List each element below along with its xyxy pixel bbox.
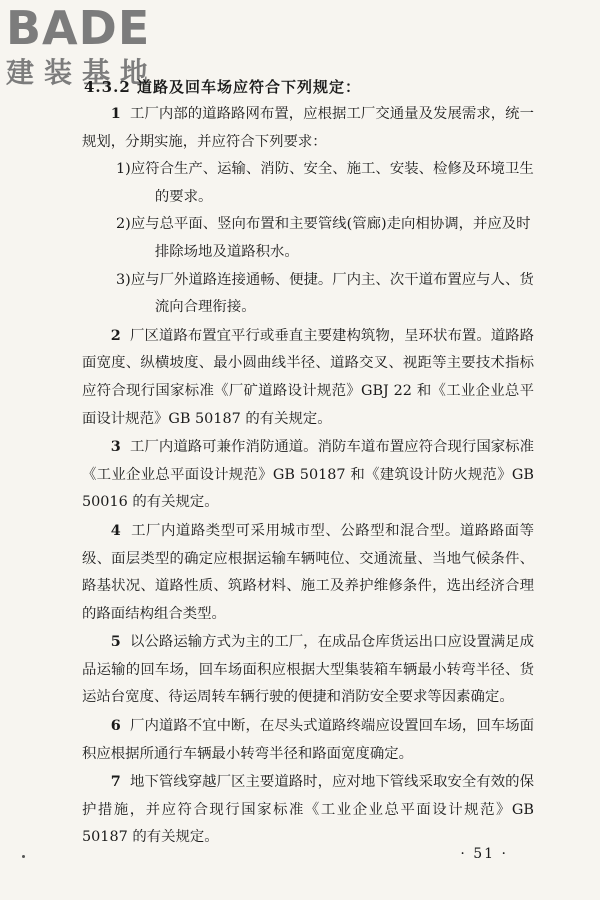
clause-number: 4	[110, 521, 121, 539]
watermark-brand: BADE	[6, 1, 151, 55]
clause-5	[82, 628, 534, 712]
sub-item-label: 1)	[116, 161, 131, 178]
sub-item-label: 2)	[116, 216, 131, 233]
sub-item-text: 应符合生产、运输、消防、安全、施工、安装、检修及环境卫生的要求。	[130, 161, 534, 205]
clause-1	[82, 100, 534, 156]
scan-speck	[22, 855, 25, 858]
clause-6	[82, 712, 534, 768]
clause-2	[82, 322, 534, 433]
clause-number: 7	[110, 773, 121, 791]
sub-item-label: 3)	[116, 271, 131, 288]
clause-text: 工厂内道路类型可采用城市型、公路型和混合型。道路路面等级、面层类型的确定应根据运输车辆吨位、交通流量、当地气候条件、路基状况、道路性质、筑路材料、施工及养护维修条件，选出经济合理的路面结构组合类型。	[82, 522, 534, 622]
clause-number: 1	[110, 105, 121, 122]
clause-number: 6	[110, 717, 121, 735]
clause-number: 3	[110, 438, 121, 456]
clause-text: 工厂内部的道路路网布置，应根据工厂交通量及发展需求，统一规划，分期实施，并应符合下列要求：	[82, 106, 534, 150]
clause-7	[82, 768, 534, 852]
clause-number: 2	[110, 326, 121, 344]
clause-text: 地下管线穿越厂区主要道路时，应对地下管线采取安全有效的保护措施，并应符合现行国家标准《工业企业总平面设计规范》GB 50187 的有关规定。	[82, 774, 534, 846]
clause-text: 以公路运输方式为主的工厂，在成品仓库货运出口应设置满足成品运输的回车场，回车场面积应根据大型集装箱车辆最小转弯半径、货运站台宽度、待运周转车辆行驶的便捷和消防安全要求等因素确定。	[82, 634, 534, 706]
sub-item-1	[116, 156, 534, 211]
sub-item-text: 应与总平面、竖向布置和主要管线(管廊)走向相协调，并应及时排除场地及道路积水。	[130, 216, 531, 260]
clause-text: 厂内道路不宜中断，在尽头式道路终端应设置回车场，回车场面积应根据所通行车辆最小转弯半径和路面宽度确定。	[82, 718, 534, 762]
page-number: · 51 ·	[460, 846, 508, 862]
sub-item-text: 应与厂外道路连接通畅、便捷。厂内主、次干道布置应与人、货流向合理衔接。	[130, 271, 534, 316]
sub-item-2	[116, 211, 534, 266]
document-body	[82, 100, 534, 852]
watermark-subtitle: 建装基地	[6, 56, 159, 89]
section-heading: 4.3.2 道路及回车场应符合下列规定：	[84, 78, 361, 96]
clause-number: 5	[110, 633, 121, 651]
clause-4	[82, 517, 534, 628]
clause-text: 厂区道路布置宜平行或垂直主要建构筑物，呈环状布置。道路路面宽度、纵横坡度、最小圆曲线半径、道路交叉、视距等主要技术指标应符合现行国家标准《厂矿道路设计规范》GBJ 22 和《工业企业总平面设计规范》GB 50187 的有关规定。	[82, 327, 534, 427]
sub-item-3	[116, 267, 534, 322]
clause-3	[82, 433, 534, 517]
clause-text: 工厂内道路可兼作消防通道。消防车道布置应符合现行国家标准《工业企业总平面设计规范》GB 50187 和《建筑设计防火规范》GB 50016 的有关规定。	[82, 439, 534, 511]
